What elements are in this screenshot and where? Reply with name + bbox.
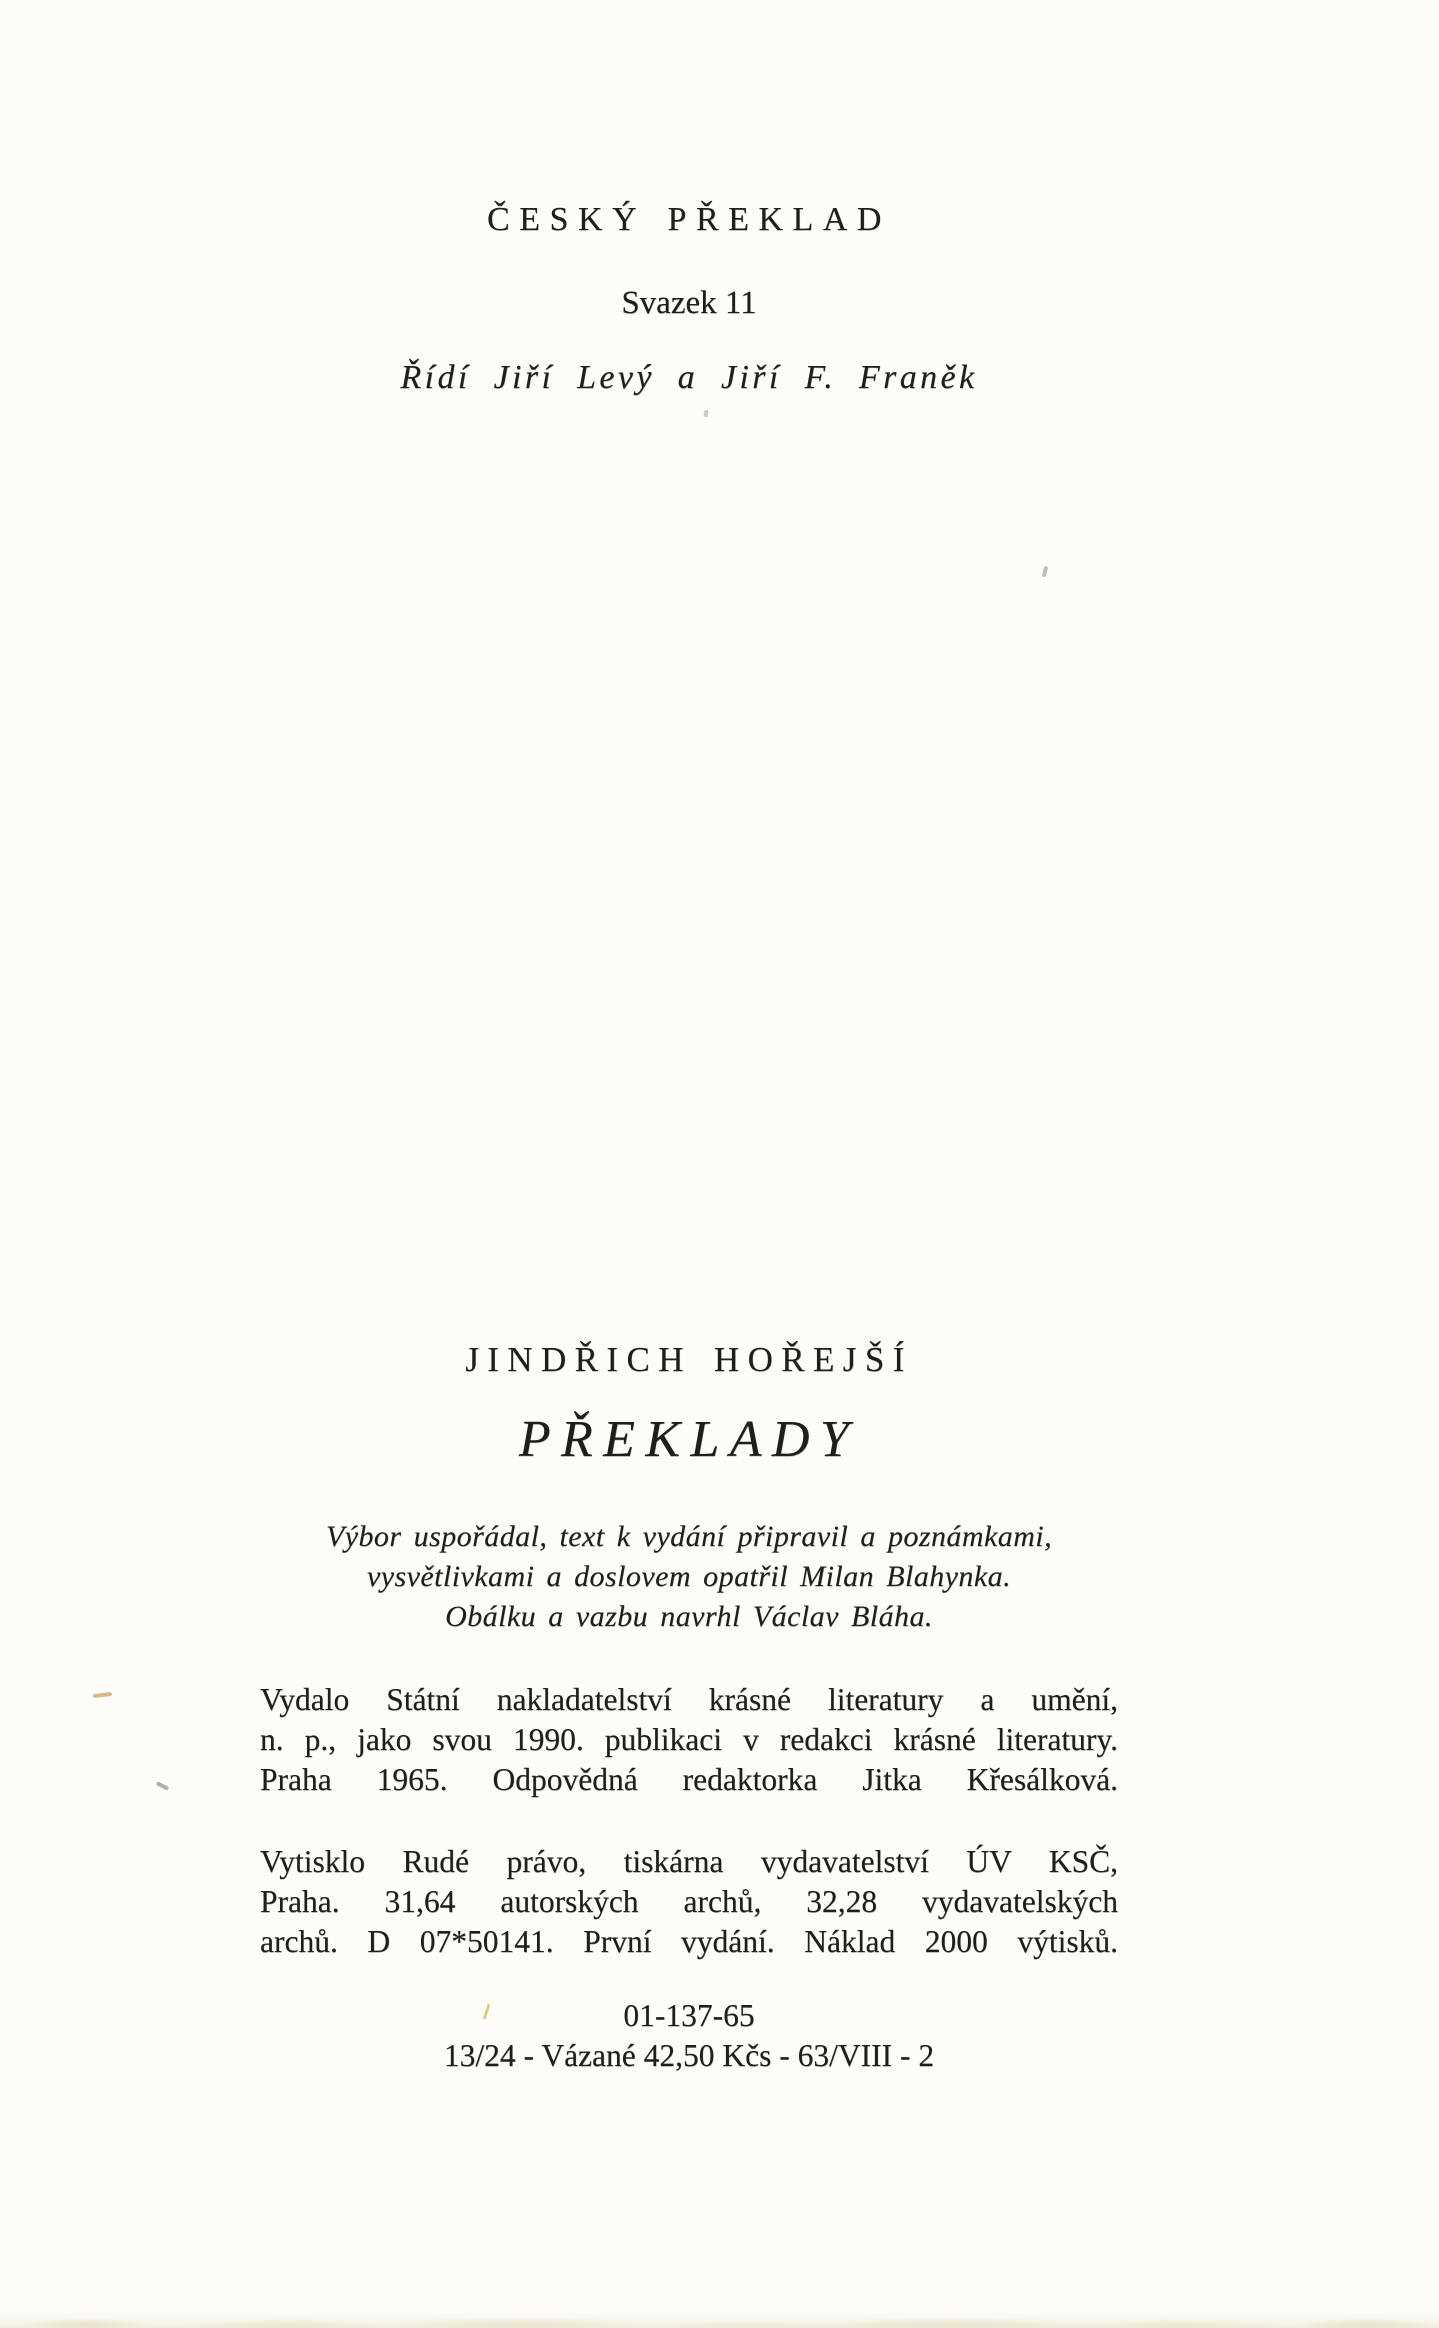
paper-speck	[1042, 566, 1049, 578]
publisher-line-2: n. p., jako svou 1990. publikaci v redakci krásné literatury.	[260, 1722, 1118, 1757]
credits-line-1: Výbor uspořádal, text k vydání připravil a poznámkami,	[325, 1520, 1053, 1553]
book-title: PŘEKLADY	[518, 1411, 860, 1468]
printer-line-2: Praha. 31,64 autorských archů, 32,28 vydavatelských	[260, 1884, 1118, 1919]
printer-line-1: Vytisklo Rudé právo, tiskárna vydavatelství ÚV KSČ,	[260, 1844, 1118, 1879]
edition-credits-paragraph	[260, 1517, 1118, 1637]
author-name: JINDŘICH HOŘEJŠÍ	[465, 1340, 913, 1379]
publisher-paragraph	[260, 1680, 1118, 1800]
catalog-number: 01-137-65	[623, 1998, 755, 2033]
credits-line-2: vysvětlivkami a doslovem opatřil Milan Blahynka.	[366, 1560, 1012, 1593]
pencil-dash-mark	[93, 1692, 112, 1698]
publisher-line-3: Praha 1965. Odpovědná redaktorka Jitka Křesálková.	[260, 1762, 1118, 1797]
price-line: 13/24 - Vázané 42,50 Kčs - 63/VIII - 2	[443, 2038, 935, 2073]
series-title: ČESKÝ PŘEKLAD	[487, 201, 891, 238]
printer-paragraph	[260, 1842, 1118, 1962]
paper-speck	[703, 410, 708, 418]
pencil-tick-mark	[156, 1781, 169, 1791]
scanned-page-bottom-edge	[0, 2312, 1439, 2328]
series-editors-line: Řídí Jiří Levý a Jiří F. Franěk	[400, 359, 978, 396]
series-volume: Svazek 11	[621, 285, 757, 321]
credits-line-3: Obálku a vazbu navrhl Václav Bláha.	[445, 1600, 933, 1633]
publisher-line-1: Vydalo Státní nakladatelství krásné literatury a umění,	[260, 1682, 1118, 1717]
printer-line-3: archů. D 07*50141. První vydání. Náklad 2000 výtisků.	[260, 1924, 1118, 1959]
